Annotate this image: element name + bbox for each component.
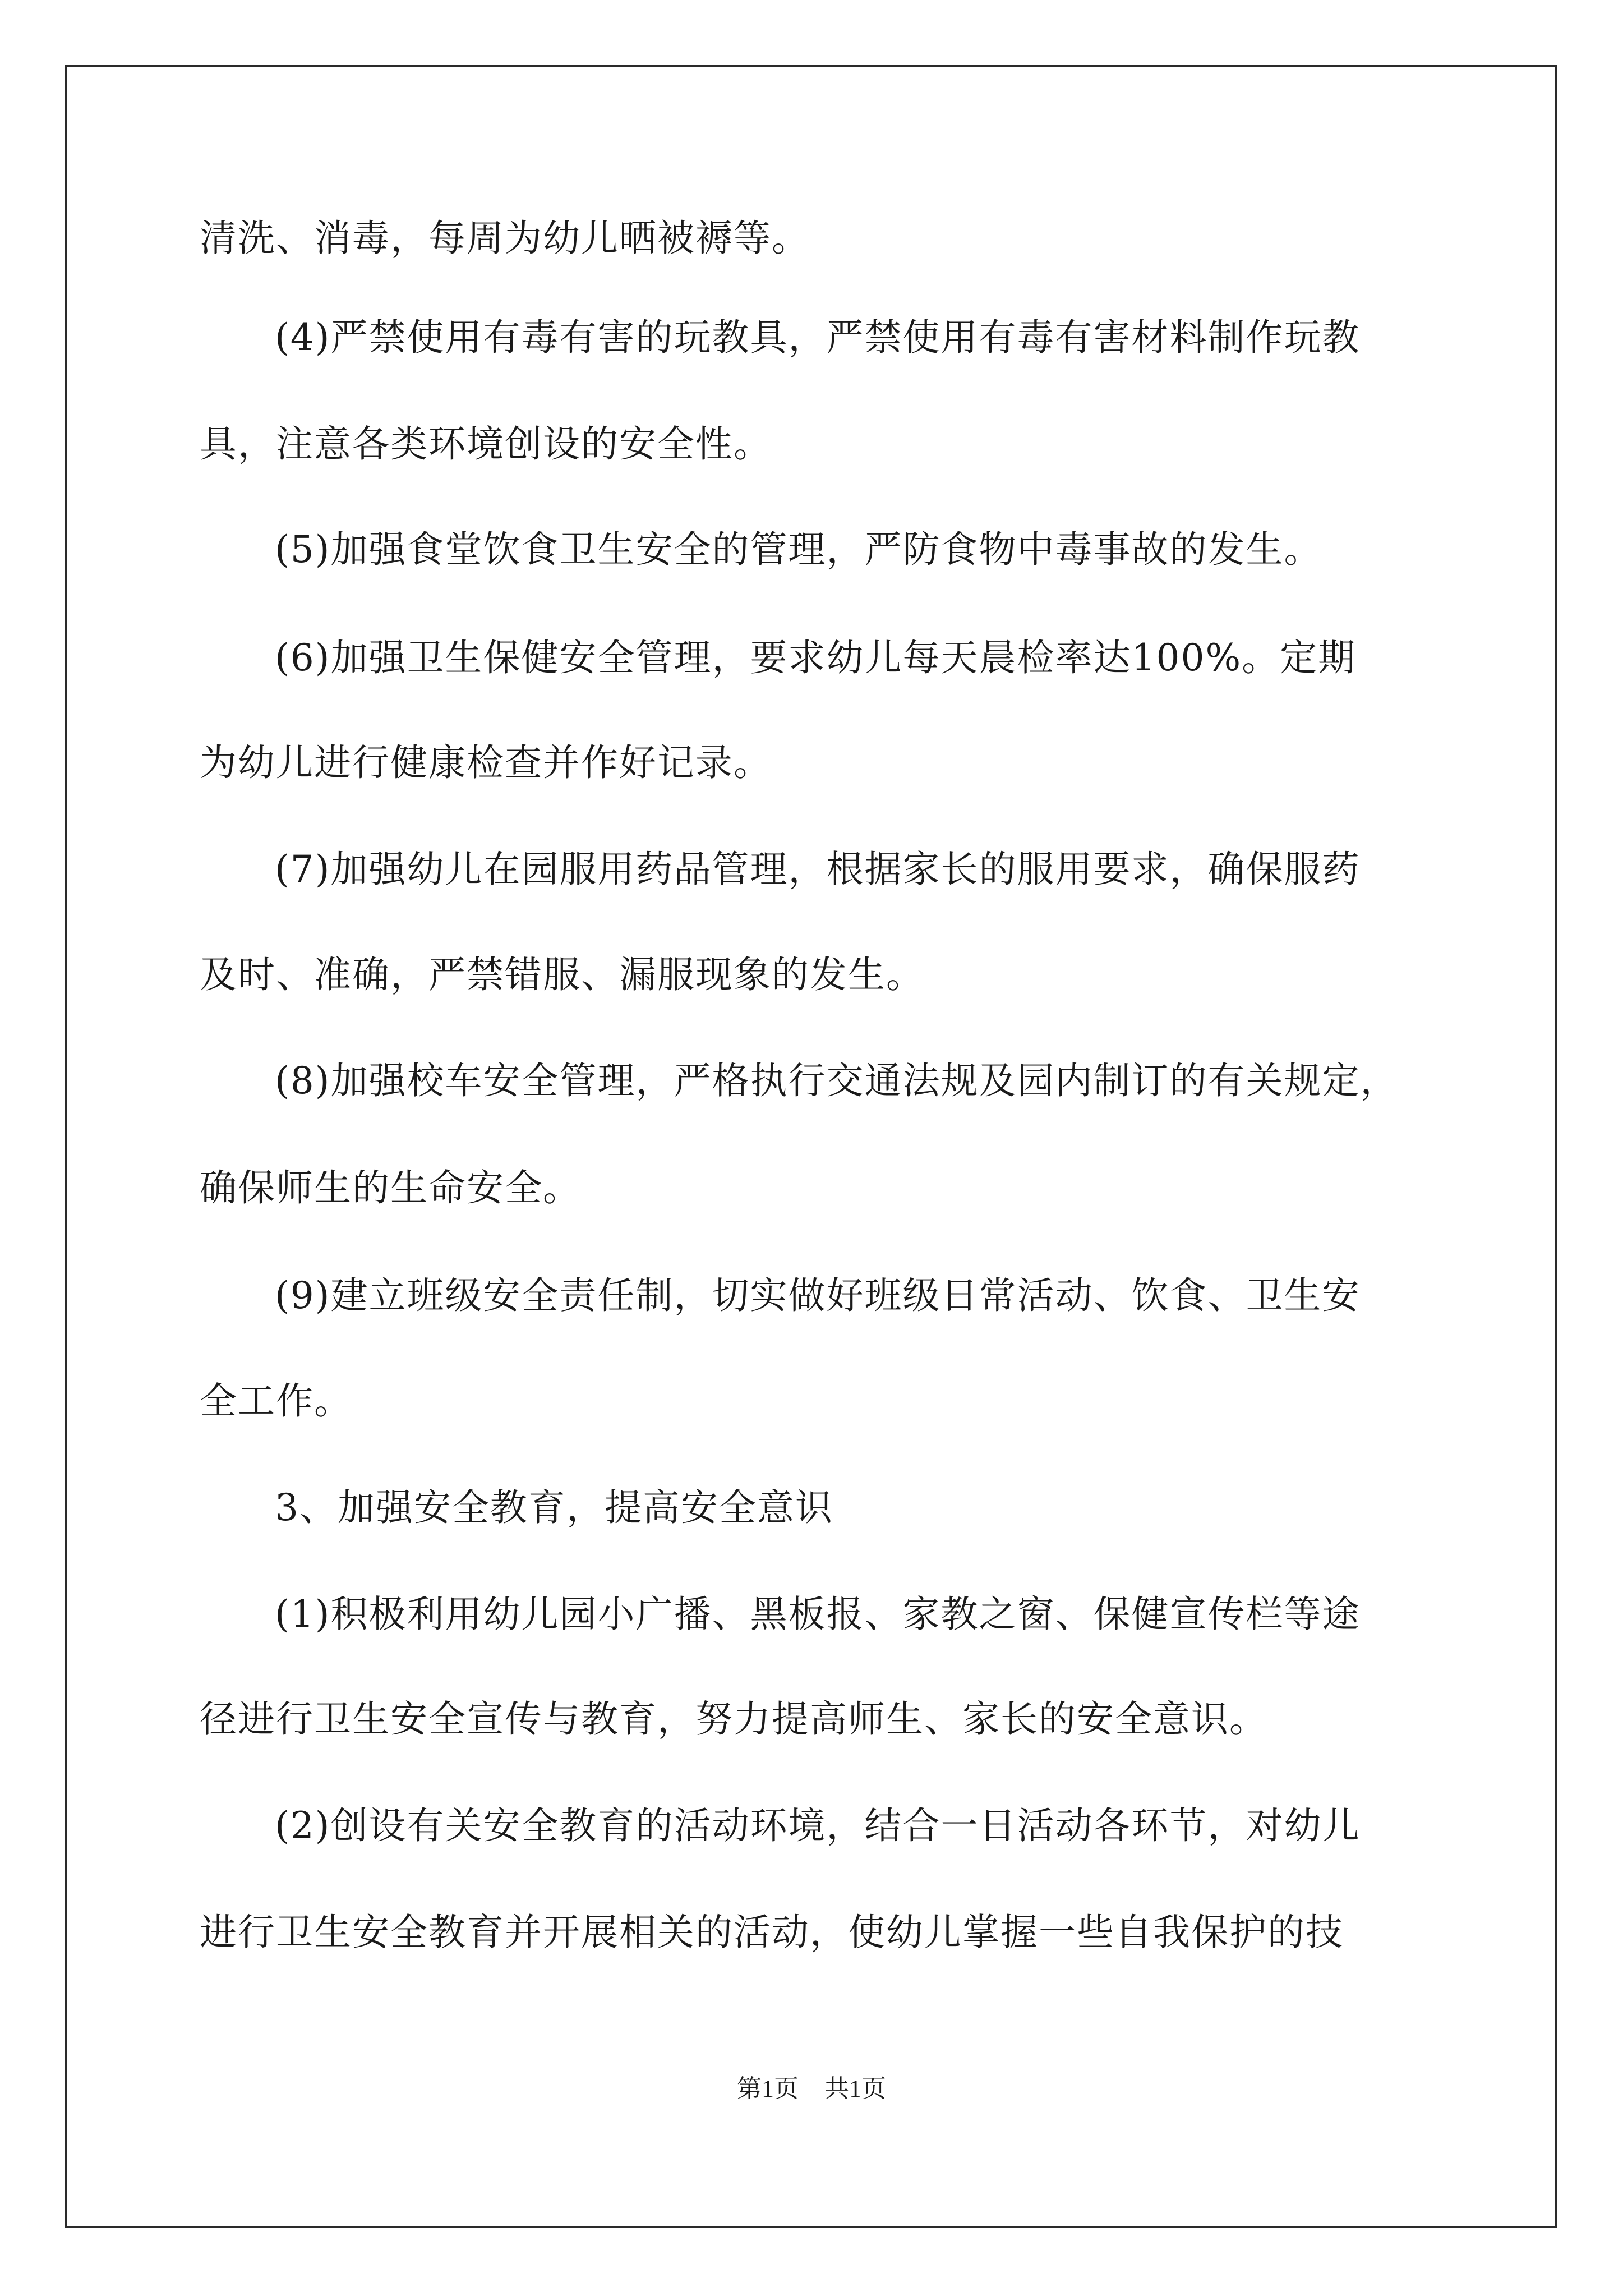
page-footer	[0, 2072, 1623, 2106]
text-line: (7)加强幼儿在园服用药品管理，根据家长的服用要求，确保服药	[275, 848, 1361, 891]
text-line: (9)建立班级安全责任制，切实做好班级日常活动、饮食、卫生安	[275, 1274, 1361, 1317]
section-heading: 3、加强安全教育，提高安全意识	[275, 1486, 833, 1529]
text-line: (8)加强校车安全管理，严格执行交通法规及园内制订的有关规定，	[275, 1059, 1399, 1102]
text-line: 进行卫生安全教育并开展相关的活动，使幼儿掌握一些自我保护的技	[200, 1911, 1344, 1954]
text-line: (1)积极利用幼儿园小广播、黑板报、家教之窗、保健宣传栏等途	[275, 1593, 1361, 1636]
page-total: 共1页	[824, 2075, 886, 2102]
text-line: (2)创设有关安全教育的活动环境，结合一日活动各环节，对幼儿	[275, 1804, 1361, 1847]
text-line: 为幼儿进行健康检查并作好记录。	[200, 741, 772, 784]
text-line: (5)加强食堂饮食卫生安全的管理，严防食物中毒事故的发生。	[275, 528, 1322, 571]
text-line: 及时、准确，严禁错服、漏服现象的发生。	[200, 953, 924, 996]
text-line: 径进行卫生安全宣传与教育，努力提高师生、家长的安全意识。	[200, 1697, 1267, 1741]
text-line: (6)加强卫生保健安全管理，要求幼儿每天晨检率达100%。定期	[275, 636, 1357, 679]
text-line: 确保师生的生命安全。	[200, 1166, 581, 1209]
page-border	[65, 65, 1557, 2228]
page-number: 第1页	[737, 2075, 799, 2102]
text-line: 具，注意各类环境创设的安全性。	[200, 422, 772, 466]
text-line: (4)严禁使用有毒有害的玩教具，严禁使用有毒有害材料制作玩教	[275, 316, 1361, 359]
text-line: 清洗、消毒，每周为幼儿晒被褥等。	[200, 217, 810, 260]
text-line: 全工作。	[200, 1379, 352, 1423]
